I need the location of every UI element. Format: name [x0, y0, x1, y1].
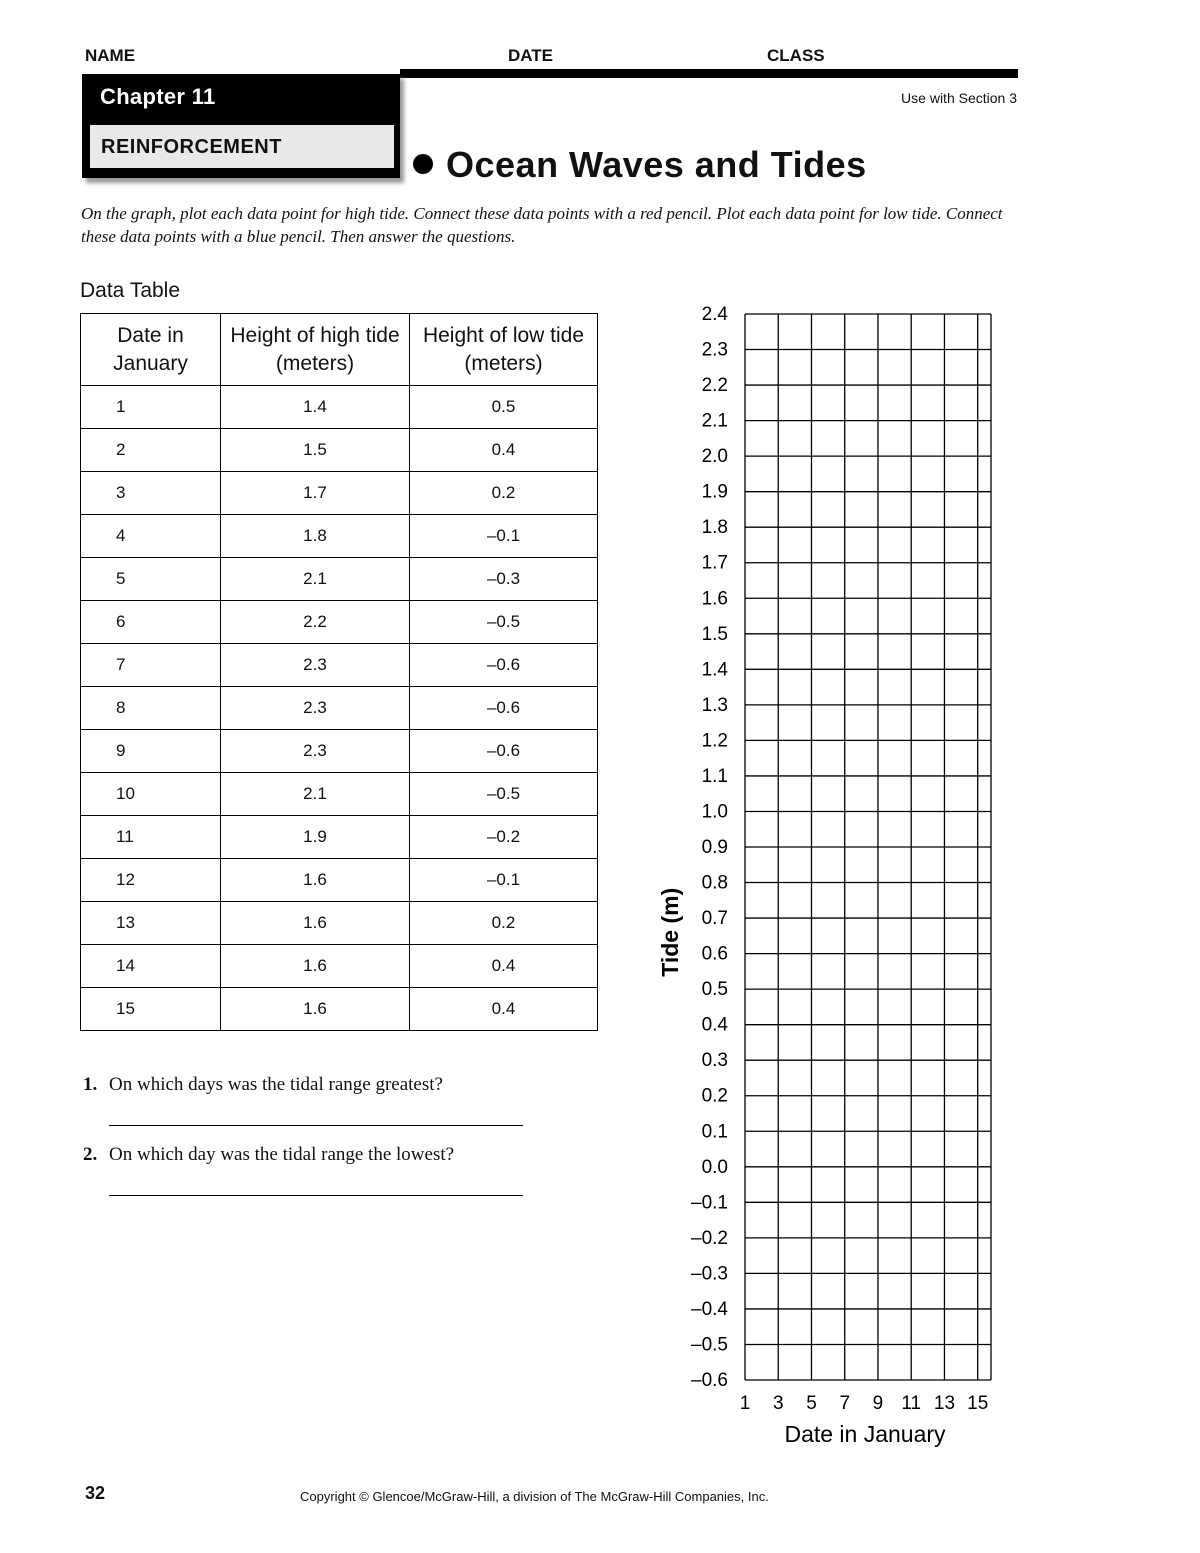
cell-high-tide: 1.8: [221, 515, 410, 558]
cell-high-tide: 1.5: [221, 429, 410, 472]
y-tick-label: 0.1: [701, 1121, 728, 1143]
y-tick-label: 2.2: [701, 375, 728, 397]
tide-chart: [640, 295, 1020, 1455]
cell-high-tide: 2.3: [221, 687, 410, 730]
table-row: [81, 902, 598, 945]
cell-low-tide: –0.6: [410, 687, 598, 730]
cell-date: 11: [81, 816, 221, 859]
y-axis-label: Tide (m): [657, 887, 683, 977]
cell-date: 7: [81, 644, 221, 687]
cell-high-tide: 2.1: [221, 773, 410, 816]
col-header-high-tide: Height of high tide (meters): [221, 314, 410, 386]
y-tick-label: 0.3: [701, 1050, 728, 1072]
cell-low-tide: –0.1: [410, 859, 598, 902]
question-text: On which days was the tidal range greatest?: [109, 1074, 443, 1095]
use-with-section: Use with Section 3: [901, 90, 1017, 106]
y-tick-label: 2.0: [701, 446, 728, 468]
title-bullet-icon: [413, 154, 433, 174]
col-header-date: Date in January: [81, 314, 221, 386]
table-row: [81, 429, 598, 472]
y-tick-label: 1.7: [701, 552, 728, 574]
cell-date: 8: [81, 687, 221, 730]
y-tick-label: 1.0: [701, 801, 728, 823]
cell-low-tide: 0.4: [410, 945, 598, 988]
y-tick-label: 2.1: [701, 410, 728, 432]
col-header-low-tide: Height of low tide (meters): [410, 314, 598, 386]
table-row: [81, 472, 598, 515]
cell-date: 15: [81, 988, 221, 1031]
cell-low-tide: –0.3: [410, 558, 598, 601]
page-title: Ocean Waves and Tides: [446, 144, 867, 185]
y-tick-label: 1.6: [701, 588, 728, 610]
table-row: [81, 601, 598, 644]
cell-date: 3: [81, 472, 221, 515]
table-row: [81, 773, 598, 816]
question-number: 2.: [83, 1144, 98, 1165]
cell-high-tide: 2.3: [221, 644, 410, 687]
cell-high-tide: 1.6: [221, 945, 410, 988]
cell-low-tide: 0.5: [410, 386, 598, 429]
cell-high-tide: 1.6: [221, 859, 410, 902]
cell-date: 13: [81, 902, 221, 945]
table-row: [81, 644, 598, 687]
cell-date: 2: [81, 429, 221, 472]
question-1: [83, 1074, 443, 1096]
cell-low-tide: 0.2: [410, 902, 598, 945]
answer-line-1[interactable]: [109, 1125, 523, 1126]
y-tick-label: 1.2: [701, 730, 728, 752]
cell-high-tide: 1.9: [221, 816, 410, 859]
cell-high-tide: 2.2: [221, 601, 410, 644]
copyright: Copyright © Glencoe/McGraw-Hill, a division of The McGraw-Hill Companies, Inc.: [300, 1489, 769, 1504]
x-tick-label: 11: [901, 1393, 922, 1414]
y-tick-label: 1.8: [701, 517, 728, 539]
x-tick-label: 15: [967, 1393, 989, 1414]
x-tick-label: 9: [872, 1393, 884, 1414]
x-tick-label: 7: [839, 1393, 851, 1414]
table-row: [81, 945, 598, 988]
table-row: [81, 816, 598, 859]
date-label: DATE: [508, 46, 554, 65]
answer-line-2[interactable]: [109, 1195, 523, 1196]
question-text: On which day was the tidal range the lowest?: [109, 1144, 455, 1165]
y-tick-label: 0.6: [701, 943, 728, 965]
table-row: [81, 687, 598, 730]
y-tick-label: 0.4: [701, 1014, 728, 1036]
chapter-title: Chapter 11: [100, 84, 216, 109]
cell-date: 12: [81, 859, 221, 902]
cell-low-tide: –0.5: [410, 601, 598, 644]
cell-low-tide: –0.2: [410, 816, 598, 859]
y-tick-label: 2.3: [701, 339, 728, 361]
cell-low-tide: –0.1: [410, 515, 598, 558]
cell-date: 1: [81, 386, 221, 429]
y-tick-label: 2.4: [701, 304, 728, 325]
y-tick-label: 1.9: [701, 481, 728, 503]
table-row: [81, 386, 598, 429]
y-tick-label: –0.6: [691, 1370, 728, 1391]
cell-high-tide: 2.1: [221, 558, 410, 601]
page-number: 32: [85, 1483, 106, 1503]
y-tick-label: 1.5: [701, 623, 728, 645]
header-rule: [400, 69, 1018, 78]
cell-date: 10: [81, 773, 221, 816]
y-tick-label: –0.3: [691, 1263, 728, 1285]
y-tick-label: 0.2: [701, 1085, 728, 1107]
cell-high-tide: 1.4: [221, 386, 410, 429]
cell-low-tide: 0.4: [410, 988, 598, 1031]
name-label: NAME: [85, 46, 136, 65]
table-row: [81, 859, 598, 902]
section-type-box: [90, 125, 394, 168]
cell-date: 14: [81, 945, 221, 988]
cell-low-tide: –0.6: [410, 730, 598, 773]
question-2: [83, 1144, 454, 1166]
cell-high-tide: 1.7: [221, 472, 410, 515]
table-header-row: [81, 314, 598, 386]
cell-low-tide: –0.5: [410, 773, 598, 816]
cell-high-tide: 1.6: [221, 902, 410, 945]
class-label: CLASS: [767, 46, 825, 65]
y-tick-label: 1.4: [701, 659, 728, 681]
table-row: [81, 988, 598, 1031]
y-tick-label: 0.7: [701, 908, 728, 930]
table-row: [81, 558, 598, 601]
cell-date: 4: [81, 515, 221, 558]
table-row: [81, 515, 598, 558]
x-tick-label: 1: [739, 1393, 751, 1414]
table-caption: Data Table: [80, 279, 181, 302]
cell-low-tide: –0.6: [410, 644, 598, 687]
y-tick-label: –0.1: [691, 1192, 728, 1214]
x-axis-label: Date in January: [784, 1421, 946, 1447]
chapter-box: [82, 74, 400, 178]
cell-date: 5: [81, 558, 221, 601]
cell-high-tide: 2.3: [221, 730, 410, 773]
y-tick-label: –0.4: [691, 1298, 728, 1320]
y-tick-label: 0.0: [701, 1156, 728, 1178]
instructions: On the graph, plot each data point for high tide. Connect these data points with a red pencil. Plot each data point for low tide. Connect these data points with a blue pencil. Then answer the questions.: [81, 204, 1003, 246]
y-tick-label: 0.5: [701, 979, 728, 1001]
cell-date: 6: [81, 601, 221, 644]
y-tick-label: 1.1: [701, 765, 728, 787]
data-table: [80, 313, 598, 1031]
cell-low-tide: 0.2: [410, 472, 598, 515]
section-type-label: REINFORCEMENT: [101, 136, 282, 158]
table-row: [81, 730, 598, 773]
x-tick-label: 3: [772, 1393, 784, 1414]
question-number: 1.: [83, 1074, 98, 1095]
cell-date: 9: [81, 730, 221, 773]
y-tick-label: 0.9: [701, 837, 728, 858]
y-tick-label: –0.2: [691, 1227, 728, 1249]
x-tick-label: 5: [806, 1393, 817, 1414]
y-tick-label: 1.3: [701, 694, 728, 716]
x-tick-label: 13: [933, 1393, 956, 1414]
cell-low-tide: 0.4: [410, 429, 598, 472]
cell-high-tide: 1.6: [221, 988, 410, 1031]
y-tick-label: 0.8: [701, 872, 728, 894]
y-tick-label: –0.5: [691, 1334, 728, 1356]
